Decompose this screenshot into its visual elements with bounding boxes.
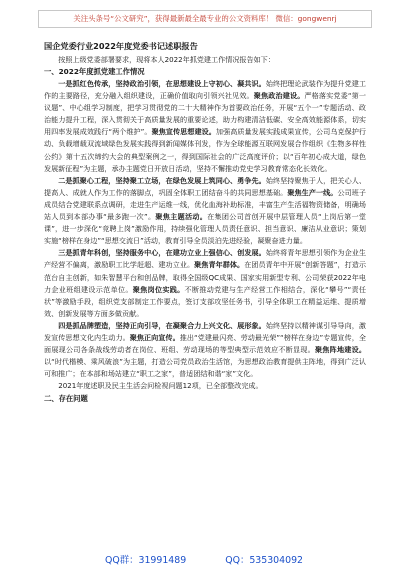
text-run: 始终把理论武装作为提升党建工作的主要路径，充分融入组织建设，正确价值取向引领兴社见效。 xyxy=(44,79,366,101)
bold-text-run: 聚焦正向宣传。 xyxy=(129,332,180,342)
text-run: 始终将青年思想引领作为企业生产经营不偏离，激励职工比学赶超、建功立业。 xyxy=(44,248,366,270)
bold-text-run: 三是抓青年科创，坚持服务中心，在建功立业上强信心、创发展。 xyxy=(58,248,266,258)
paragraph-3 xyxy=(44,247,366,320)
text-run: 严格落实党委“第一议题”、中心组学习制度，把学习贯彻党的二十大精神作为首要政治任务，开展“五个一”专题活动、政治能力提升工程，深入贯彻关于高质量发展的重要论述，助力构建清洁低碳、安全高效能源体系，切实用四率发展成效践行“两个维护”。 xyxy=(44,91,366,137)
text-run: 推出“党建最闪亮、劳动最光荣”“榜样在身边”专题宣传，全面展现公司各条战线劳动者在岗位、班组、劳动现场的等型典型示范效应不断显现。 xyxy=(44,332,366,355)
paragraph-1 xyxy=(44,78,366,175)
bold-text-run: 聚焦岗位实践。 xyxy=(132,284,185,294)
paragraph-2 xyxy=(44,175,366,248)
bold-text-run: 聚焦阵地建设。 xyxy=(314,345,366,355)
text-run: 公司班子成员结合党建联系点调研，走进生产运维一线，优化血海补助标准，丰富生产生活福物资储备，明确场站人员到本部办事“最多跑一次”。 xyxy=(44,187,366,222)
paragraph-4 xyxy=(44,320,366,380)
bold-text-run: 聚焦生产一线。 xyxy=(287,187,338,197)
text-run: 不断推动党建与生产经营工作相结合，深化“攀号”“责任状”等激励手段，组织党支部制定工作要点，签订支部攻坚任务书，引导全体职工在精益运维、提质增效、创新发展等方面多做贡献。 xyxy=(44,284,366,318)
section-heading-1: 一、2022年度抓党建工作情况 xyxy=(44,67,145,76)
text-run: 始终坚持以精神谋引导导向，激发宣传思想文化内生动力。 xyxy=(44,320,366,342)
text-run: 加强高质量发展实践成果宣传，公司乌克保护行动、负载增载双流域绿色发展实践得到新闻媒体刊发，作为全球能源互联网发展合作组织《生物多样性公约》第十五次缔约大会的典型案例之一，得到国际社会的广泛高度评价；以“百年初心成大道，绿色发展新征程”为主题，承办主题党日开放日活动，坚持不懈推动党史学习教育常态化长效化。 xyxy=(44,127,366,173)
text-run: 在团员青年中开展“创新答题”，打造示范台自主创新，如朱智慧平台和创品牌，取得全国级QC成果、国家实用新型专利、公司荣获2022年电力企业班组建设示范单位。 xyxy=(44,260,366,294)
qq-number: QQ：535304092 xyxy=(225,555,304,566)
text-run: 始终坚持聚焦于人，把关心人、提高人、成就人作为工作的落脚点，巩固全体职工团结奋斗的共同思想基础。 xyxy=(44,175,366,197)
bold-text-run: 一是抓红色传承，坚持政治引领，在思想建设上守初心、凝共识。 xyxy=(58,79,266,88)
paragraph-5: 2021年度述职及民主生活会问检视问题12项，已全部整改完成。 xyxy=(58,381,263,391)
promo-banner: 关注头条号“公文研究”，获得最新最全最专业的公文资料库！ 微信：gongwenrj xyxy=(38,10,372,28)
bold-text-run: 二是抓聚心工程，坚持聚工立场，在绿色发展上筑同心、勇争先。 xyxy=(58,175,266,185)
section-heading-2: 二、存在问题 xyxy=(44,394,88,404)
doc-intro: 按照上级党委部署要求，现将本人2022年抓党建工作情况报告如下： xyxy=(58,55,275,64)
document-body xyxy=(44,38,366,542)
text-run: 在集团公司首创开展中层管理人员“上岗后第一堂课”，进一步深化“竞聘上岗”激励作用，持续强化管理人员责任意识、担当意识、廉洁从业意识；策划实施“榜样在身边”“思想交流日”活动，教育引导全员淡泊先进经验，凝聚奋进力量。 xyxy=(44,212,366,246)
contact-footer xyxy=(0,553,408,569)
bold-text-run: 聚焦主题活动。 xyxy=(155,212,208,222)
qq-group-number: QQ群：31991489 xyxy=(104,555,187,566)
bold-text-run: 聚焦政治建设。 xyxy=(253,91,305,101)
bold-text-run: 四是抓品牌塑造，坚持正向引导，在凝聚合力上兴文化、展形象。 xyxy=(58,320,266,330)
bold-text-run: 聚焦宣传思想建设。 xyxy=(151,127,216,137)
doc-title: 国企党委行业2022年度党委书记述职报告 xyxy=(44,41,198,51)
text-run: 以“时代楷模、乘风破浪”为主题，打造公司党员政治生活馆，为思想政治教育提供主阵地，得到广泛认可和推广；在本部和场站建立“职工之家”，普适团结和谐“家”文化。 xyxy=(44,357,366,379)
bold-text-run: 聚焦青年群体。 xyxy=(194,260,245,270)
